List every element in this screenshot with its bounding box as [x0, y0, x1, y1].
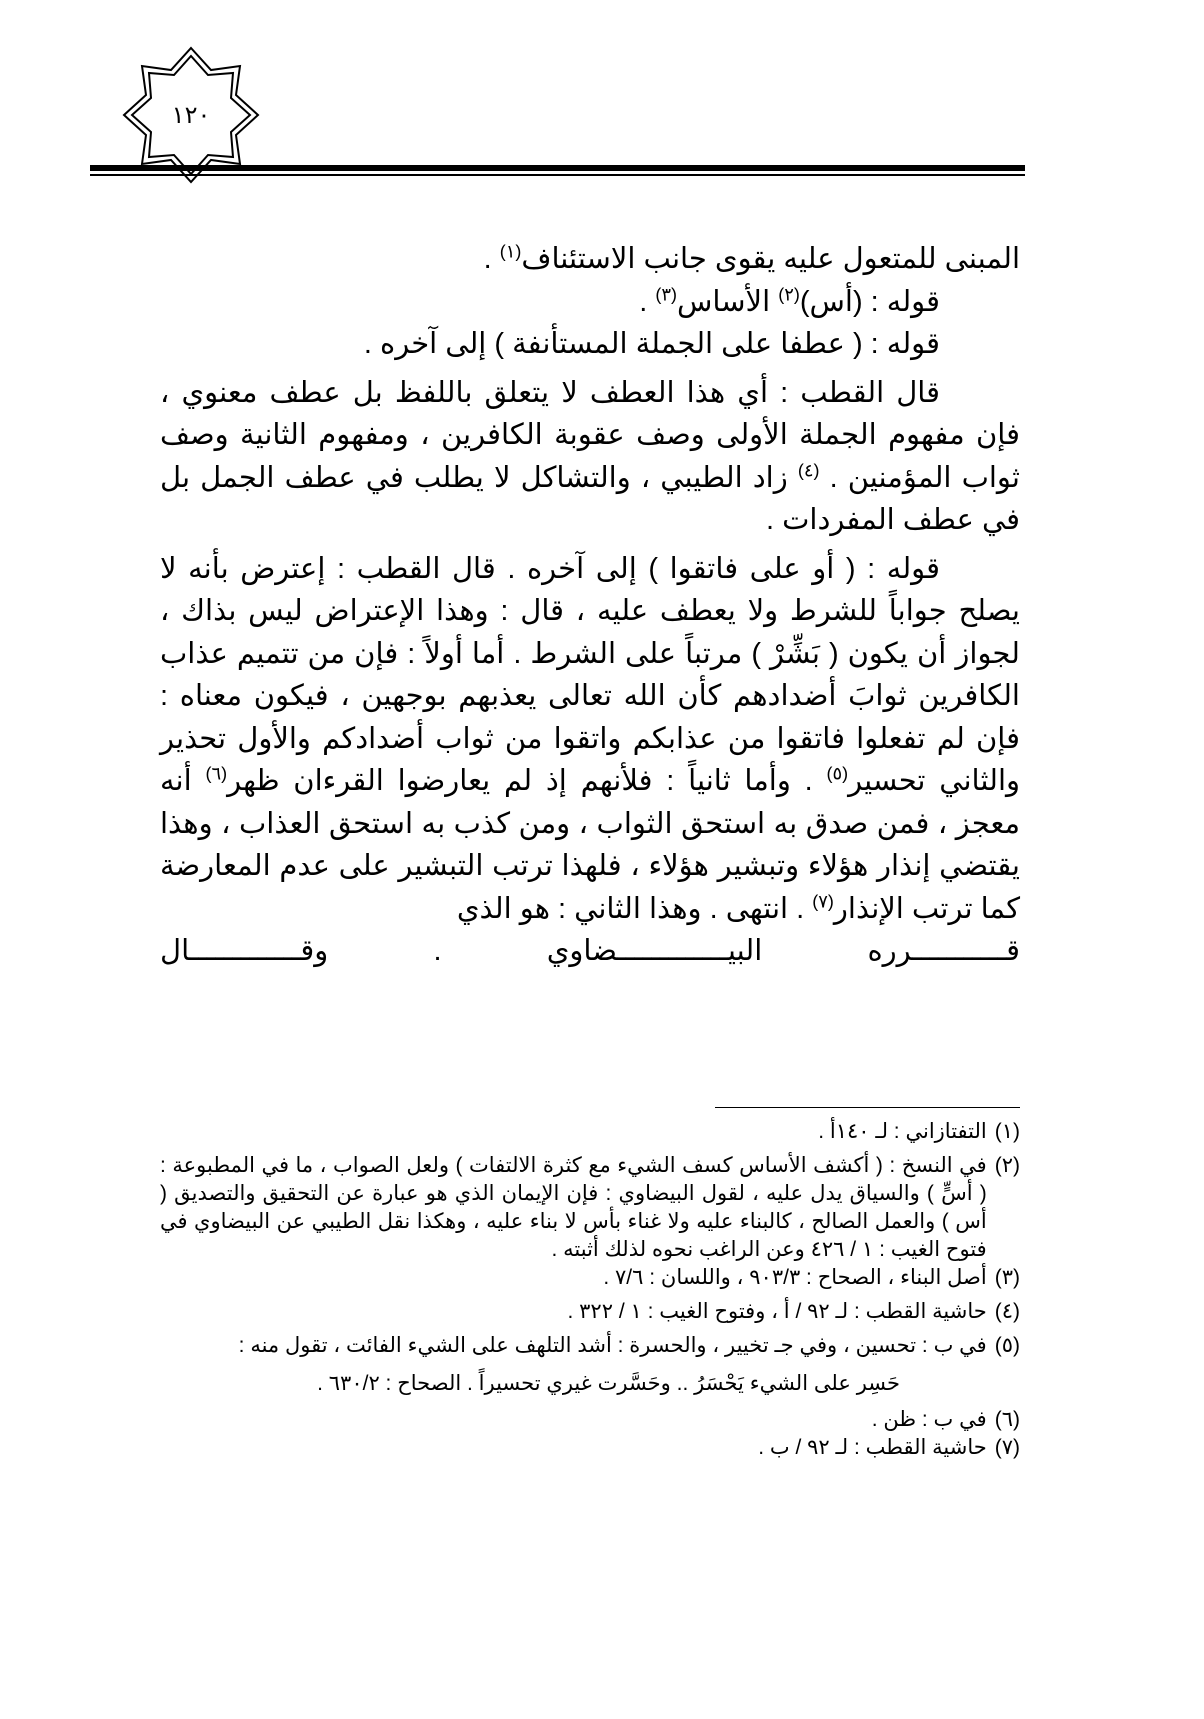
footnote-number: (٦) [994, 1408, 1020, 1431]
footnote-5-quote: حَسِر على الشيء يَحْسَرُ .. وحَسَّرت غيري تحسيراً . الصحاح : ٦٣٠/٢ . [317, 1372, 900, 1395]
footnote-ref-6[interactable]: (٦) [205, 763, 228, 784]
footnote-3: (٣) أصل البناء ، الصحاح : ٩٠٣/٣ ، واللسان : ٧/٦ . [160, 1264, 1020, 1292]
footnote-4: (٤) حاشية القطب : لـ ٩٢ / أ ، وفتوح الغيب : ١ / ٣٢٢ . [160, 1298, 1020, 1326]
body-line-2: قوله : (أس)$^{(٢)}$ الأساس$^{(٣)}$ . [639, 283, 940, 318]
body-line-3: قوله : ( عطفا على الجملة المستأنفة ) إلى آخره . [363, 328, 940, 360]
footnote-ref-4[interactable]: (٤) [797, 459, 820, 480]
header-rule-thick [90, 165, 1025, 171]
paragraph-long: قوله : ( أو على فاتقوا ) إلى آخره . قال القطب : إعترض بأنه لا يصلح جواباً للشرط ولا يعطف عليه ، قال : وهذا الإعتراض ليس بذاك ، لجواز أن يكون ( بَشِّرْ ) مرتباً على الشرط . أما أولاً : فإن من تتميم عذاب الكافرين ثوابَ أضدادهم كأن الله تعالى يعذبهم بوجهين ، فيكون معناه : فإن لم تفعلوا فاتقوا من عذابكم واتقوا من ثواب أضدادكم والأول تحذير والثاني تحسير$^{(٥)}$ . وأما ثانياً : فلأنهم إذ لم يعارضوا القرءان ظهر$^{(٦)}$ أنه معجز ، فمن صدق به استحق الثواب ، ومن كذب به استحق العذاب ، وهذا يقتضي إنذار هؤلاء وتبشير هؤلاء ، فلهذا ترتب التبشير على عدم المعارضة كما ترتب الإنذار$^{(٧)}$ . انتهى . وهذا الثاني : هو الذي [160, 552, 1021, 925]
footnote-ref-1[interactable]: (١) [499, 241, 522, 262]
footnote-5: (٥) في ب : تحسين ، وفي جـ تخيير ، والحسرة : أشد التلهف على الشيء الفائت ، تقول منه : [160, 1332, 1020, 1360]
footnote-number: (٤) [994, 1300, 1020, 1323]
header-rule-thin [90, 174, 1025, 176]
body-line-1: المبنى للمتعول عليه يقوى جانب الاستئناف$^{(١)}$ . [483, 241, 1020, 275]
footnote-6: (٦) في ب : ظن . [160, 1406, 1020, 1434]
footnote-ref-7[interactable]: (٧) [812, 890, 834, 911]
footnote-number: (٧) [994, 1436, 1020, 1459]
footnotes [160, 1118, 1020, 1462]
footnote-7: (٧) حاشية القطب : لـ ٩٢ / ب . [160, 1434, 1020, 1462]
paragraph-qutb: قال القطب : أي هذا العطف لا يتعلق باللفظ بل عطف معنوي ، فإن مفهوم الجملة الأولى وصف عقوبة الكافرين ، ومفهوم الثانية وصف ثواب المؤمنين . $^{(٤)}$ زاد الطيبي ، والتشاكل لا يطلب في عطف الجمل بل في عطف المفردات . [160, 376, 1020, 536]
footnote-number: (١) [994, 1120, 1020, 1143]
footnote-number: (٢) [994, 1154, 1020, 1177]
page-number: ١٢٠ [171, 101, 211, 129]
footnote-separator [715, 1107, 1020, 1108]
footnote-ref-3[interactable]: (٣) [655, 283, 677, 304]
footnote-number: (٥) [994, 1334, 1020, 1357]
body-last-line: قـــــــــــرره البيـــــــــــــضاوي . وقـــــــــــــال [160, 935, 1020, 967]
footnote-ref-5[interactable]: (٥) [826, 763, 849, 784]
footnote-2: (٢) في النسخ : ( أكشف الأساس كسف الشيء مع كثرة الالتفات ) ولعل الصواب ، ما في المطبوعة : ( أسٍّ ) والسياق يدل عليه ، لقول البيضاوي : فإن الإيمان الذي هو عبارة عن التحقيق والتصديق ( أس ) والعمل الصالح ، كالبناء عليه ولا غناء بأس لا بناء عليه ، وهكذا نقل الطيبي عن البيضاوي في فتوح الغيب : ١ / ٤٢٦ وعن الراغب نحوه لذلك أثبته . [160, 1152, 1020, 1264]
footnote-1: (١) التفتازاني : لـ ١٤٠أ . [160, 1118, 1020, 1146]
footnote-number: (٣) [994, 1266, 1020, 1289]
body-text [160, 238, 1020, 973]
footnote-ref-2[interactable]: (٢) [778, 283, 800, 304]
